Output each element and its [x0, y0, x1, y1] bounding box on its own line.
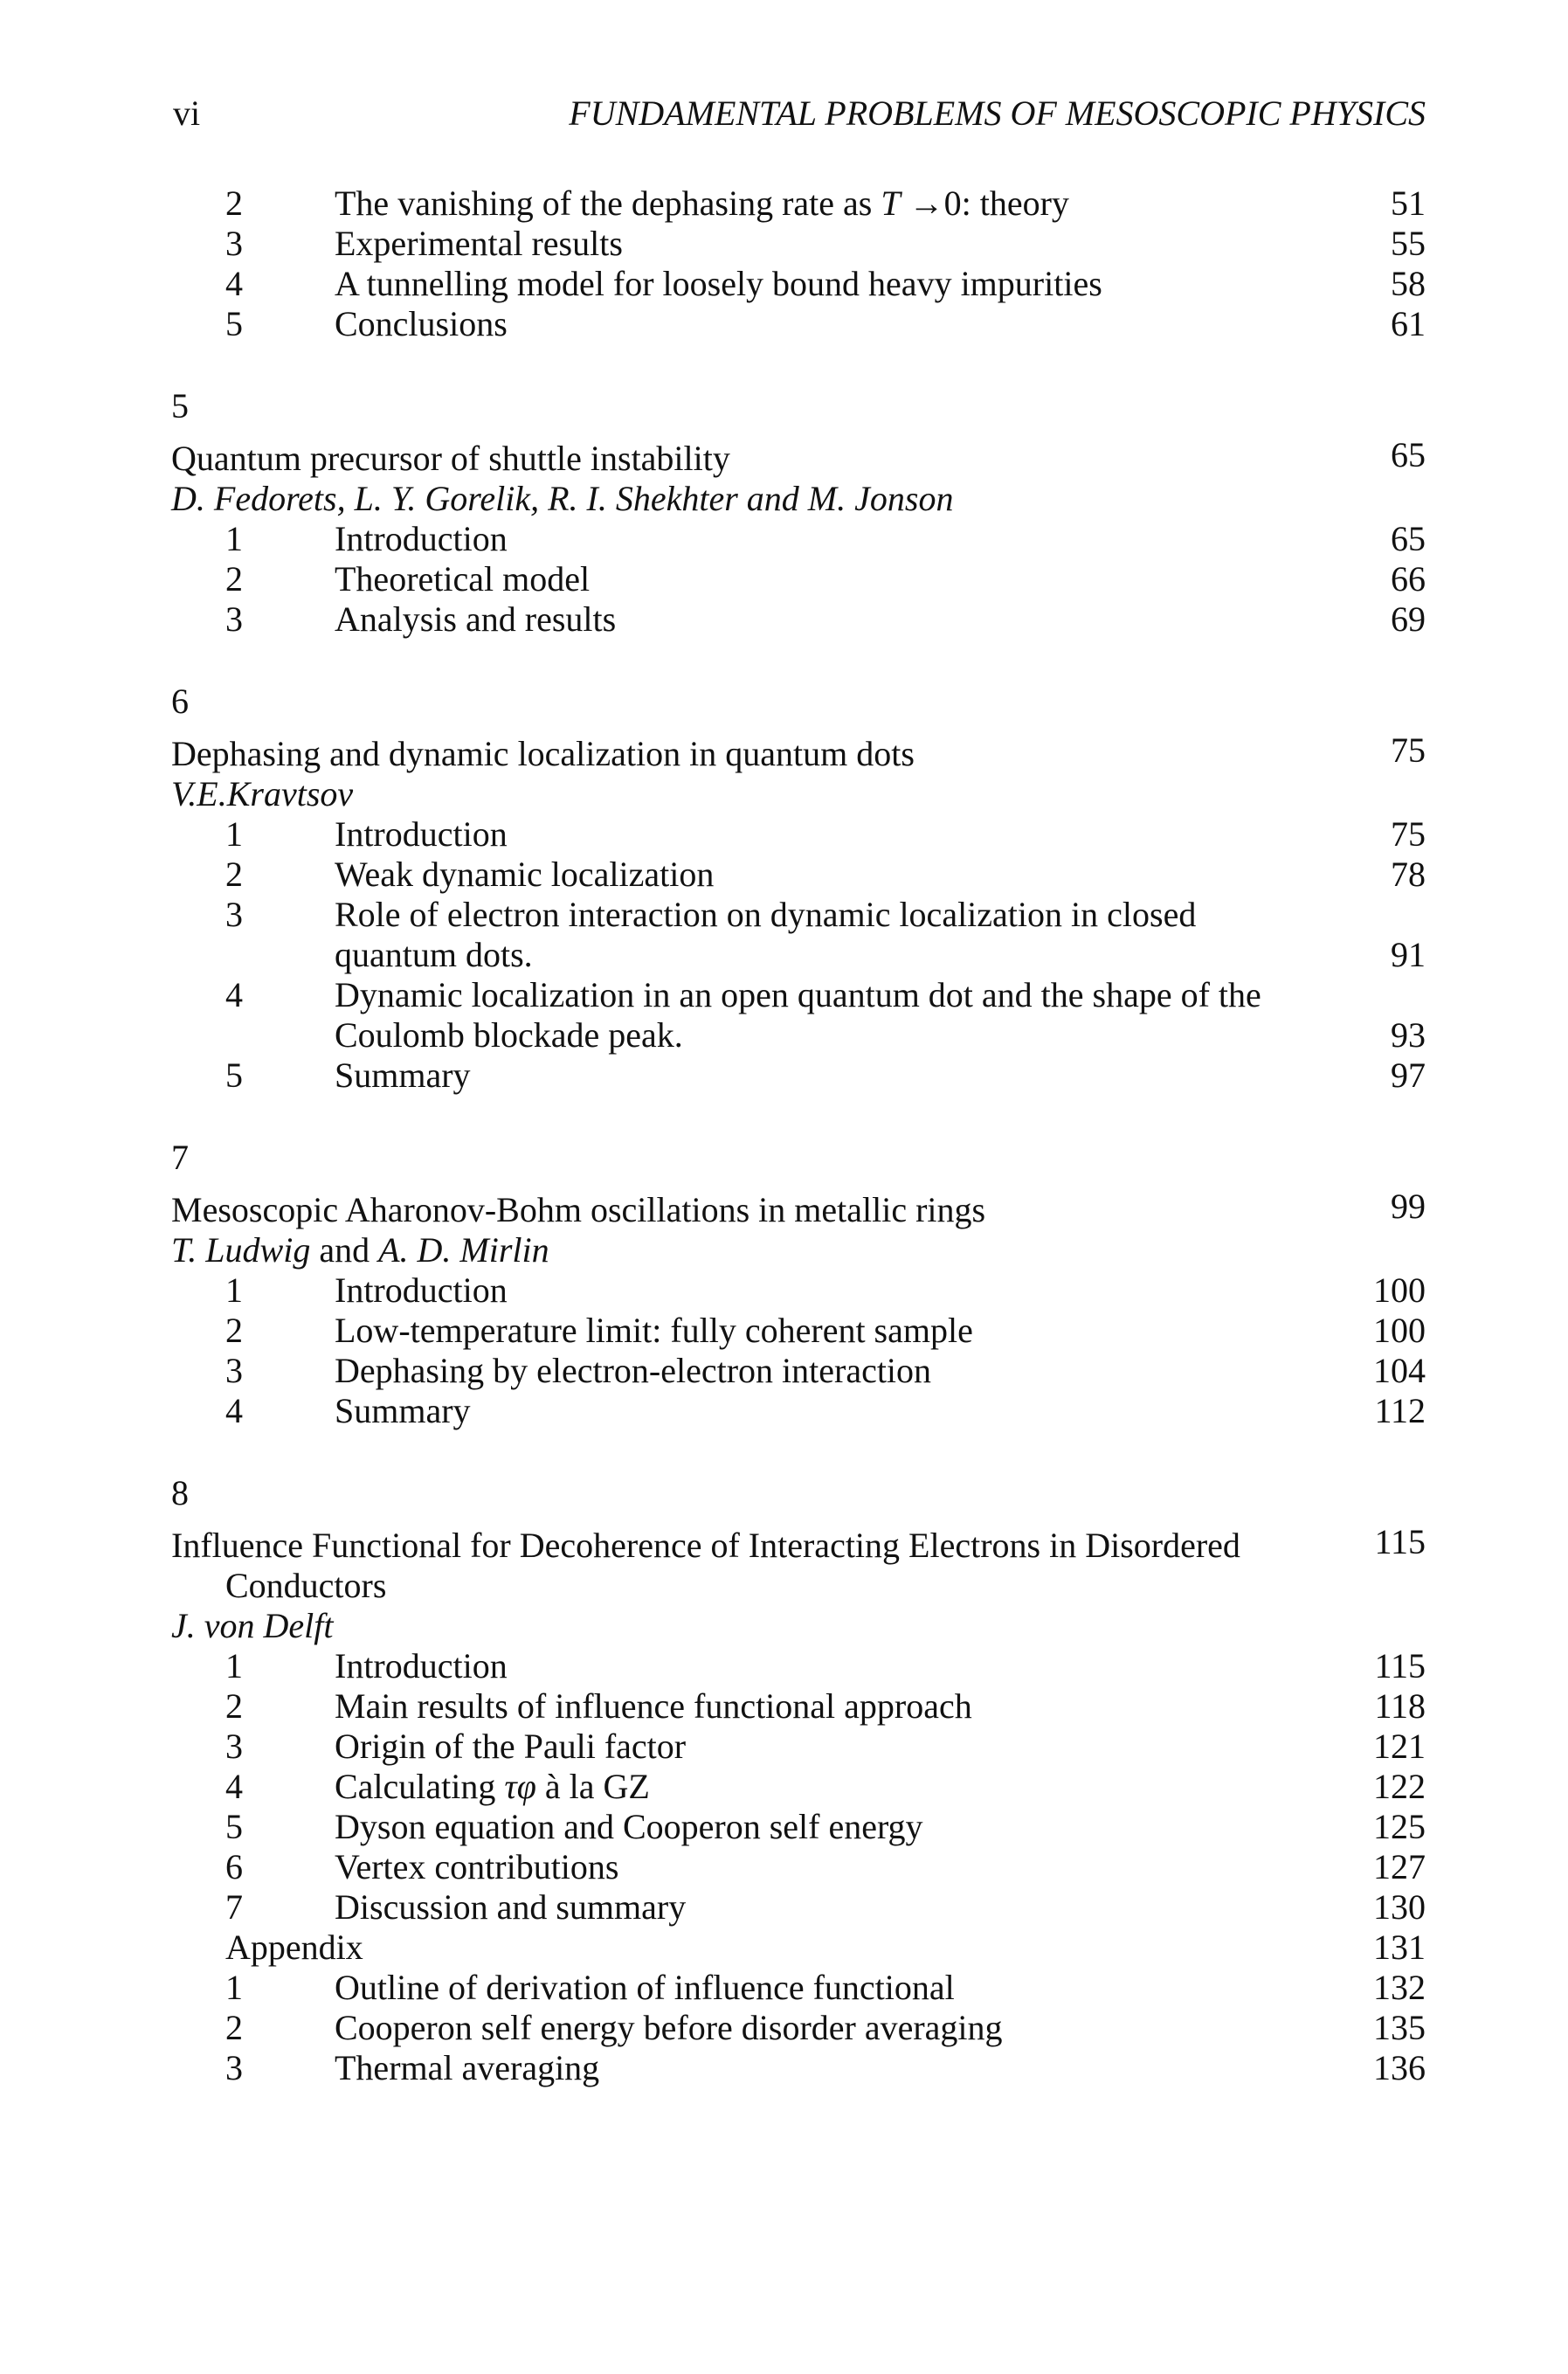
- section-title: Dynamic localization in an open quantum dot and the shape of the Coulomb blockade peak.: [335, 975, 1261, 1055]
- section-page: 78: [1391, 855, 1426, 894]
- toc-row[interactable]: [171, 1270, 1426, 1311]
- section-page: 100: [1373, 1311, 1426, 1350]
- section-title: Role of electron interaction on dynamic localization in closed quantum dots.: [335, 895, 1197, 974]
- section-page: 97: [1391, 1055, 1426, 1095]
- chapter-authors: D. Fedorets, L. Y. Gorelik, R. I. Shekhter and M. Jonson: [171, 479, 954, 518]
- section-title: Introduction: [335, 1646, 508, 1685]
- chapter-number: 7: [171, 1138, 189, 1177]
- section-title: Experimental results: [335, 224, 623, 263]
- section-title: Theoretical model: [335, 559, 591, 599]
- section-title: Origin of the Pauli factor: [335, 1727, 687, 1766]
- chapter-title: Influence Functional for Decoherence of Interacting Electrons in Disordered Conductors: [171, 1526, 1240, 1605]
- section-title: Thermal averaging: [335, 2048, 600, 2087]
- section-title: The vanishing of the dephasing rate as T →0: theory: [335, 183, 1069, 223]
- section-title: Introduction: [335, 1270, 508, 1310]
- toc-row[interactable]: [171, 1686, 1426, 1727]
- section-page: 104: [1373, 1351, 1426, 1390]
- toc-row[interactable]: [171, 1928, 1426, 1968]
- section-number: 4: [225, 1391, 243, 1430]
- section-title: Vertex contributions: [335, 1847, 619, 1886]
- section-number: 6: [225, 1847, 243, 1886]
- toc-row[interactable]: [171, 1847, 1426, 1887]
- section-page: 121: [1373, 1727, 1426, 1766]
- chapter-page: 75: [1391, 730, 1426, 770]
- toc-row[interactable]: [171, 264, 1426, 304]
- section-number: 2: [225, 1686, 243, 1726]
- running-title: FUNDAMENTAL PROBLEMS OF MESOSCOPIC PHYSICS: [569, 93, 1426, 133]
- section-page: 66: [1391, 559, 1426, 599]
- toc-row[interactable]: [171, 1391, 1426, 1431]
- section-number: 4: [225, 264, 243, 303]
- toc-row[interactable]: [171, 1727, 1426, 1767]
- section-page: 125: [1373, 1807, 1426, 1846]
- section-number: 4: [225, 975, 243, 1014]
- section-title: Analysis and results: [335, 599, 617, 639]
- chapter-number: 5: [171, 386, 189, 426]
- section-number: 3: [225, 1351, 243, 1390]
- section-page: 75: [1391, 814, 1426, 854]
- chapter-title: Dephasing and dynamic localization in quantum dots: [171, 734, 915, 773]
- section-title: Outline of derivation of influence functional: [335, 1968, 955, 2007]
- section-page: 130: [1373, 1887, 1426, 1927]
- section-number: 1: [225, 1968, 243, 2007]
- toc-row[interactable]: [171, 1968, 1426, 2008]
- section-page: 100: [1373, 1270, 1426, 1310]
- section-page: 58: [1391, 264, 1426, 303]
- section-title: Discussion and summary: [335, 1887, 687, 1927]
- chapter-5: [171, 386, 1426, 640]
- chapter-authors: T. Ludwig and A. D. Mirlin: [171, 1230, 549, 1270]
- section-page: 112: [1374, 1391, 1426, 1430]
- toc-row[interactable]: [171, 1646, 1426, 1686]
- section-title: Dephasing by electron-electron interaction: [335, 1351, 932, 1390]
- chapter-title-row[interactable]: [171, 435, 1426, 479]
- section-number: 2: [225, 1311, 243, 1350]
- section-title: Conclusions: [335, 304, 508, 343]
- section-number: 3: [225, 1727, 243, 1766]
- toc-row[interactable]: [171, 895, 1426, 975]
- section-page: 115: [1374, 1646, 1426, 1685]
- section-number: 5: [225, 1055, 243, 1095]
- chapter-page: 65: [1391, 435, 1426, 474]
- toc-row[interactable]: [171, 183, 1426, 224]
- chapter-title-row[interactable]: [171, 1187, 1426, 1230]
- section-number: 1: [225, 1646, 243, 1685]
- table-of-contents: [171, 183, 1426, 2088]
- math-tau-phi: τφ: [504, 1767, 536, 1806]
- section-title: Summary: [335, 1055, 471, 1095]
- section-number: 5: [225, 1807, 243, 1846]
- section-page: 55: [1391, 224, 1426, 263]
- section-page: 127: [1373, 1847, 1426, 1886]
- section-page: 69: [1391, 599, 1426, 639]
- section-title: Summary: [335, 1391, 471, 1430]
- toc-row[interactable]: [171, 599, 1426, 640]
- section-title: Main results of influence functional approach: [335, 1686, 972, 1726]
- section-title: Cooperon self energy before disorder averaging: [335, 2008, 1003, 2047]
- toc-row[interactable]: [171, 2048, 1426, 2088]
- appendix-title: Appendix: [225, 1928, 363, 1967]
- toc-row[interactable]: [171, 1767, 1426, 1807]
- toc-row[interactable]: [171, 1351, 1426, 1391]
- section-number: 7: [225, 1887, 243, 1927]
- section-title: Calculating τφ à la GZ: [335, 1767, 650, 1806]
- chapter-page: 99: [1391, 1187, 1426, 1226]
- section-number: 2: [225, 855, 243, 894]
- section-title: Introduction: [335, 814, 508, 854]
- toc-row[interactable]: [171, 559, 1426, 599]
- chapter-page: 115: [1374, 1522, 1426, 1561]
- section-number: 1: [225, 814, 243, 854]
- chapter-8: [171, 1473, 1426, 2088]
- section-number: 3: [225, 2048, 243, 2087]
- chapter-title-row[interactable]: [171, 1522, 1426, 1606]
- toc-row[interactable]: [171, 2008, 1426, 2048]
- chapter-6: [171, 682, 1426, 1096]
- toc-row[interactable]: [171, 304, 1426, 344]
- chapter-title-row[interactable]: [171, 730, 1426, 774]
- section-number: 1: [225, 1270, 243, 1310]
- toc-row[interactable]: [171, 519, 1426, 559]
- math-T: T: [881, 183, 901, 223]
- section-page: 136: [1373, 2048, 1426, 2087]
- section-page: 65: [1391, 519, 1426, 558]
- section-page: 91: [1391, 935, 1426, 974]
- toc-row[interactable]: [171, 855, 1426, 895]
- section-title: Introduction: [335, 519, 508, 558]
- section-page: 122: [1373, 1767, 1426, 1806]
- section-number: 3: [225, 224, 243, 263]
- section-page: 118: [1374, 1686, 1426, 1726]
- section-number: 4: [225, 1767, 243, 1806]
- page-number: vi: [173, 93, 201, 133]
- chapter-number: 6: [171, 682, 189, 721]
- section-number: 3: [225, 599, 243, 639]
- chapter-7: [171, 1138, 1426, 1431]
- toc-row[interactable]: [171, 224, 1426, 264]
- section-title: Dyson equation and Cooperon self energy: [335, 1807, 923, 1846]
- section-page: 61: [1391, 304, 1426, 343]
- section-page: 131: [1373, 1928, 1426, 1967]
- chapter-authors: J. von Delft: [171, 1606, 334, 1645]
- chapter-authors: V.E.Kravtsov: [171, 774, 354, 813]
- toc-row[interactable]: [171, 1055, 1426, 1096]
- chapter-title: Quantum precursor of shuttle instability: [171, 439, 730, 478]
- section-page: 135: [1373, 2008, 1426, 2047]
- toc-row[interactable]: [171, 814, 1426, 855]
- section-number: 3: [225, 895, 243, 934]
- section-number: 2: [225, 559, 243, 599]
- chapter-number: 8: [171, 1473, 189, 1512]
- toc-row[interactable]: [171, 1311, 1426, 1351]
- section-title: Weak dynamic localization: [335, 855, 715, 894]
- section-title: A tunnelling model for loosely bound heavy impurities: [335, 264, 1102, 303]
- section-page: 93: [1391, 1015, 1426, 1055]
- section-number: 2: [225, 183, 243, 223]
- section-page: 132: [1373, 1968, 1426, 2007]
- toc-row[interactable]: [171, 1807, 1426, 1847]
- section-number: 5: [225, 304, 243, 343]
- section-title: Low-temperature limit: fully coherent sample: [335, 1311, 973, 1350]
- toc-row[interactable]: [171, 975, 1426, 1055]
- section-page: 51: [1391, 183, 1426, 223]
- section-number: 1: [225, 519, 243, 558]
- section-number: 2: [225, 2008, 243, 2047]
- chapter-title: Mesoscopic Aharonov-Bohm oscillations in metallic rings: [171, 1190, 986, 1229]
- toc-row[interactable]: [171, 1887, 1426, 1928]
